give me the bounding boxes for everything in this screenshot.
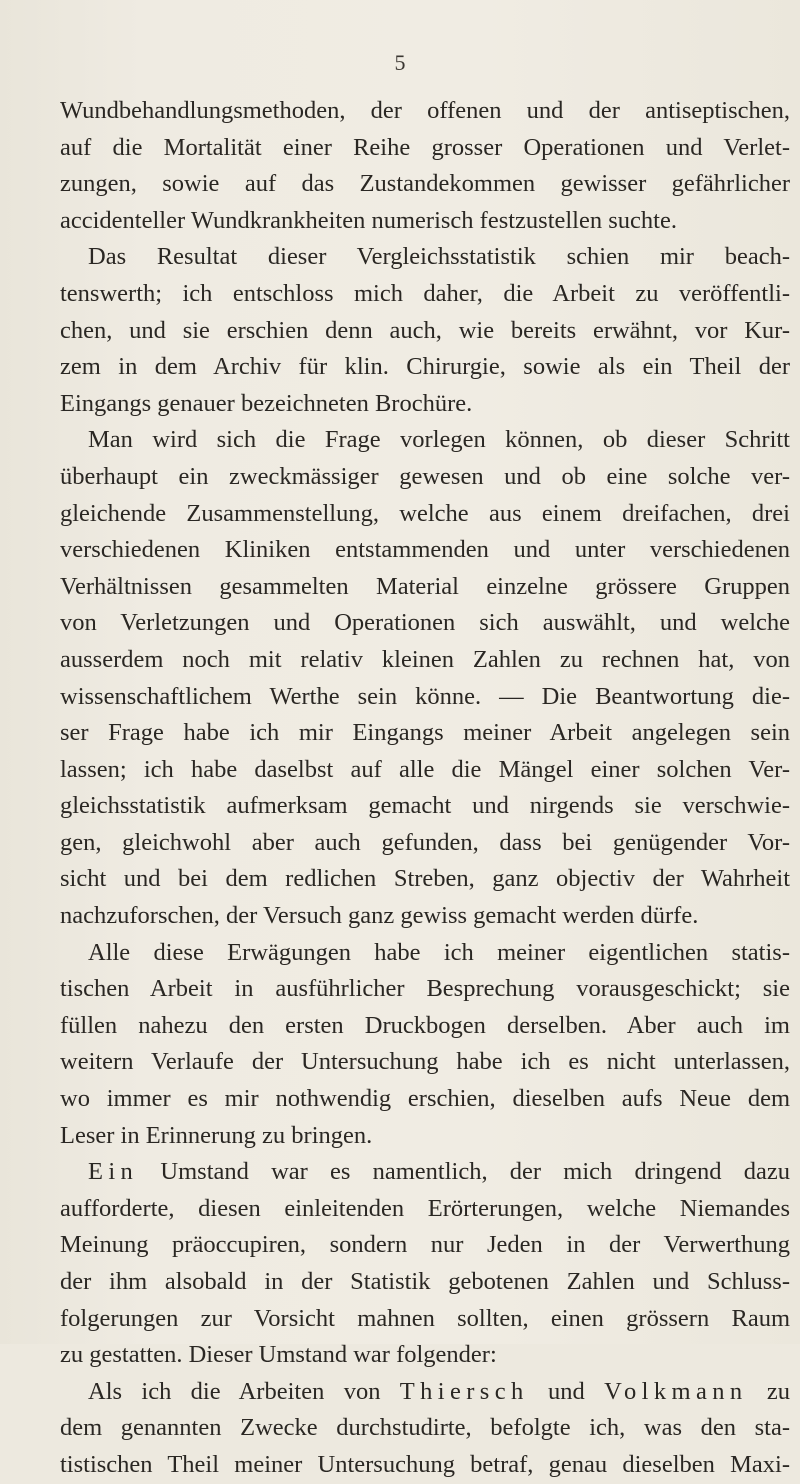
paragraph-start-line: Das Resultat dieser Vergleichsstatistik schien mir beach- — [88, 243, 790, 271]
text-line: tischen Arbeit in ausführlicher Besprechung vorausgeschickt; sie — [60, 975, 790, 1003]
text-run: und — [528, 1377, 605, 1405]
text-line: wissenschaftlichem Werthe sein könne. — Die Beantwortung die- — [60, 682, 790, 710]
spaced-word: Ein — [88, 1158, 139, 1186]
text-line: überhaupt ein zweckmässiger gewesen und ob eine solche ver- — [60, 462, 790, 490]
author-name-thiersch: Thiersch — [399, 1377, 529, 1405]
text-line: ausserdem noch mit relativ kleinen Zahlen zu rechnen hat, von — [60, 645, 790, 673]
text-run: Umstand war es namentlich, der mich dringend dazu — [138, 1158, 790, 1186]
text-line: Leser in Erinnerung zu bringen. — [60, 1121, 373, 1149]
text-line: wo immer es mir nothwendig erschien, dieselben aufs Neue dem — [60, 1085, 790, 1113]
text-line: zungen, sowie auf das Zustandekommen gewisser gefährlicher — [60, 170, 790, 198]
text-line: gen, gleichwohl aber auch gefunden, dass bei genügender Vor- — [60, 828, 790, 856]
page-number: 5 — [394, 50, 406, 75]
author-name-volkmann: Volkmann — [604, 1377, 748, 1405]
body-text — [60, 93, 790, 1484]
text-line: auf die Mortalität einer Reihe grosser Operationen und Verlet- — [60, 133, 790, 161]
text-line: gleichende Zusammenstellung, welche aus einem dreifachen, drei — [60, 499, 790, 527]
text-line: Verhältnissen gesammelten Material einzelne grössere Gruppen — [60, 572, 790, 600]
text-line: tenswerth; ich entschloss mich daher, die Arbeit zu veröffentli- — [60, 279, 790, 307]
text-run: zu — [747, 1377, 790, 1405]
paragraph-start-line: Alle diese Erwägungen habe ich meiner eigentlichen statis- — [88, 938, 790, 966]
text-line: sicht und bei dem redlichen Streben, ganz objectiv der Wahrheit — [60, 865, 790, 893]
text-line: von Verletzungen und Operationen sich auswählt, und welche — [60, 609, 790, 637]
text-line: der ihm alsobald in der Statistik gebotenen Zahlen und Schluss- — [60, 1268, 790, 1295]
text-line: nachzuforschen, der Versuch ganz gewiss gemacht werden dürfe. — [60, 902, 699, 930]
text-line: verschiedenen Kliniken entstammenden und unter verschiedenen — [60, 536, 790, 564]
text-line: gleichsstatistik aufmerksam gemacht und nirgends sie verschwie- — [60, 792, 790, 820]
text-line: accidenteller Wundkrankheiten numerisch festzustellen suchte. — [60, 206, 677, 234]
text-run: Als ich die Arbeiten von — [88, 1377, 400, 1405]
text-line: aufforderte, diesen einleitenden Erörterungen, welche Niemandes — [60, 1194, 790, 1222]
text-line: ser Frage habe ich mir Eingangs meiner Arbeit angelegen sein — [60, 719, 790, 747]
text-line: füllen nahezu den ersten Druckbogen derselben. Aber auch im — [60, 1011, 790, 1039]
text-line: lassen; ich habe daselbst auf alle die Mängel einer solchen Ver- — [60, 755, 790, 783]
text-line: folgerungen zur Vorsicht mahnen sollten, einen grössern Raum — [60, 1304, 790, 1332]
text-line: chen, und sie erschien denn auch, wie bereits erwähnt, vor Kur- — [60, 316, 790, 344]
text-line: zem in dem Archiv für klin. Chirurgie, sowie als ein Theil der — [60, 353, 790, 381]
text-line: weitern Verlaufe der Untersuchung habe ich es nicht unterlassen, — [60, 1048, 790, 1076]
text-line: dem genannten Zwecke durchstudirte, befolgte ich, was den sta- — [60, 1414, 790, 1442]
text-line: zu gestatten. Dieser Umstand war folgender: — [60, 1341, 497, 1369]
text-line: Wundbehandlungsmethoden, der offenen und der antiseptischen, — [60, 97, 790, 124]
text-line: tistischen Theil meiner Untersuchung betraf, genau dieselben Maxi- — [60, 1450, 790, 1478]
paragraph-start-line: Man wird sich die Frage vorlegen können, ob dieser Schritt — [88, 426, 790, 454]
text-line: Meinung präoccupiren, sondern nur Jeden in der Verwerthung — [60, 1231, 790, 1259]
text-line: Eingangs genauer bezeichneten Brochüre. — [60, 389, 473, 417]
paragraph-start-line — [60, 1154, 790, 1191]
paragraph-start-line — [60, 1374, 790, 1411]
